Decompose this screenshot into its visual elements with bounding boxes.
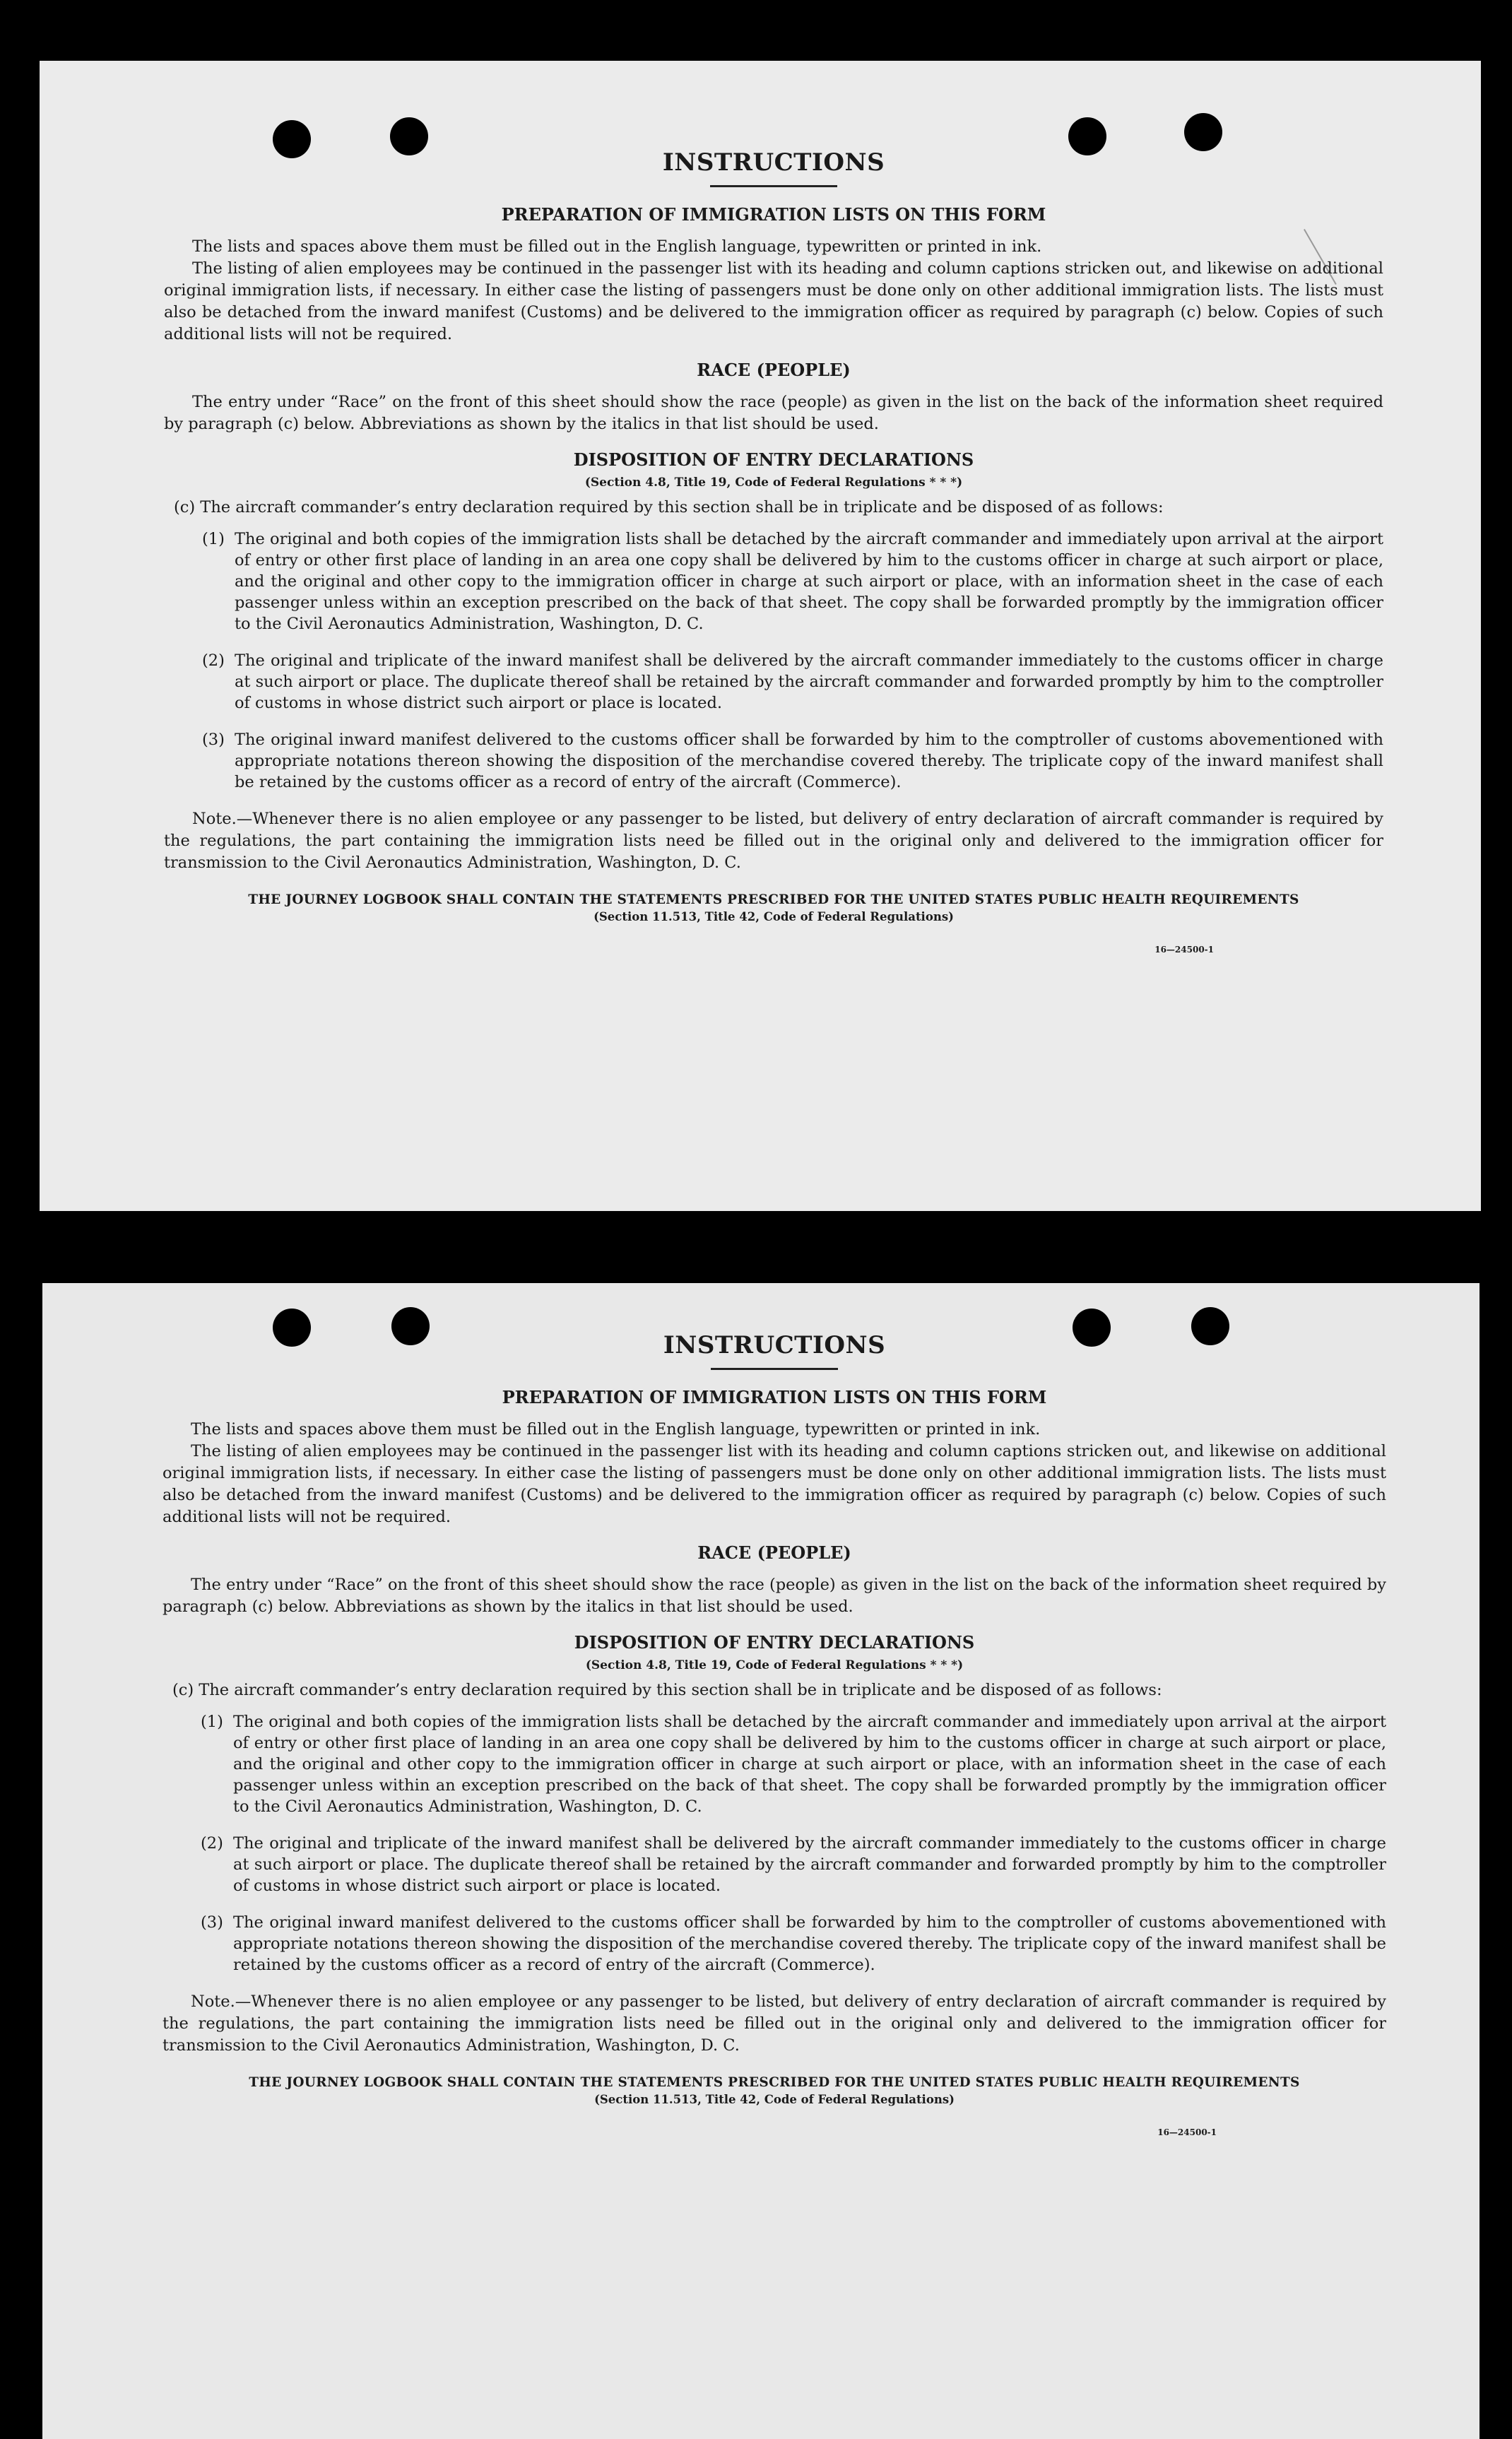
list-item xyxy=(164,729,1383,793)
section-heading-race: RACE (PEOPLE) xyxy=(697,360,851,380)
list-item xyxy=(163,1711,1386,1817)
item-number: (3) xyxy=(201,1913,223,1932)
item-text: The original and triplicate of the inward manifest shall be delivered by the aircraft commander immediately to the customs officer in charge at such airport or place. The duplicate thereof shall be retained by the aircraft commander and forwarded promptly by him to the comptroller of customs in whose district such airport or place is located. xyxy=(233,1834,1386,1895)
item-text: The original and both copies of the immigration lists shall be detached by the aircraft commander and immediately upon arrival at the airport of entry or other first place of landing in an area one copy shall be delivered by him to the customs officer in charge at such airport or place, and the original and other copy to the immigration officer in charge at such airport or place, with an information sheet in the case of each passenger unless within an exception prescribed on the back of that sheet. The copy shall be forwarded promptly by the immigration officer to the Civil Aeronautics Administration, Washington, D. C. xyxy=(235,530,1383,633)
title-underline xyxy=(711,1368,838,1370)
list-item xyxy=(164,528,1383,634)
list-item xyxy=(163,1912,1386,1976)
paragraph-english-language: The lists and spaces above them must be filled out in the English language, typewritten or printed in ink. xyxy=(191,1420,1041,1439)
paragraph-race: The entry under “Race” on the front of this sheet should show the race (people) as given in the list on the back of the information sheet required by paragraph (c) below. Abbreviations as shown by the italics in that list should be used. xyxy=(163,1576,1386,1616)
title-underline xyxy=(710,185,837,187)
footer-statement: THE JOURNEY LOGBOOK SHALL CONTAIN THE STATEMENTS PRESCRIBED FOR THE UNITED STATES PUBLIC HEALTH REQUIREMENTS xyxy=(249,2075,1300,2090)
list-item xyxy=(163,1833,1386,1896)
section-heading-disposition: DISPOSITION OF ENTRY DECLARATIONS xyxy=(573,449,974,470)
paragraph-alien-employees: The listing of alien employees may be continued in the passenger list with its heading and column captions stricken out, and likewise on additional original immigration lists, if necessary. In either case the listing of passengers must be done only on other additional immigration lists. The lists must also be detached from the inward manifest (Customs) and be delivered to the immigration officer as required by paragraph (c) below. Copies of such additional lists will not be required. xyxy=(163,1442,1386,1526)
footer-citation: (Section 11.513, Title 42, Code of Federal Regulations) xyxy=(594,2093,955,2106)
list-item xyxy=(164,650,1383,714)
section-heading-preparation: PREPARATION OF IMMIGRATION LISTS ON THIS FORM xyxy=(501,204,1046,225)
instructions-document xyxy=(163,1331,1386,2137)
footer-citation: (Section 11.513, Title 42, Code of Federal Regulations) xyxy=(593,910,954,923)
item-number: (3) xyxy=(202,731,225,749)
item-text: The original and triplicate of the inward manifest shall be delivered by the aircraft commander immediately to the customs officer in charge at such airport or place. The duplicate thereof shall be retained by the aircraft commander and forwarded promptly by him to the comptroller of customs in whose district such airport or place is located. xyxy=(235,651,1383,712)
note-paragraph: Note.—Whenever there is no alien employee or any passenger to be listed, but delivery of entry declaration of aircraft commander is required by the regulations, the part containing the immigration lists need be filled out in the original only and delivered to the immigration officer for transmission to the Civil Aeronautics Administration, Washington, D. C. xyxy=(163,1992,1386,2055)
section-heading-race: RACE (PEOPLE) xyxy=(697,1542,851,1563)
section-heading-disposition: DISPOSITION OF ENTRY DECLARATIONS xyxy=(574,1632,975,1653)
item-text: The original inward manifest delivered to the customs officer shall be forwarded by him to the comptroller of customs abovementioned with appropriate notations thereon showing the disposition of the merchandise covered thereby. The triplicate copy of the inward manifest shall be retained by the customs officer as a record of entry of the aircraft (Commerce). xyxy=(233,1913,1386,1974)
item-number: (2) xyxy=(202,651,225,670)
page-title: INSTRUCTIONS xyxy=(662,148,885,177)
paragraph-c-lead: (c) The aircraft commander’s entry declaration required by this section shall be in triplicate and be disposed of as follows: xyxy=(172,1681,1162,1699)
note-paragraph: Note.—Whenever there is no alien employee or any passenger to be listed, but delivery of entry declaration of aircraft commander is required by the regulations, the part containing the immigration lists need be filled out in the original only and delivered to the immigration officer for transmission to the Civil Aeronautics Administration, Washington, D. C. xyxy=(164,810,1383,872)
punch-hole xyxy=(1184,113,1222,151)
item-number: (1) xyxy=(201,1713,223,1731)
item-text: The original inward manifest delivered to the customs officer shall be forwarded by him to the comptroller of customs abovementioned with appropriate notations thereon showing the disposition of the merchandise covered thereby. The triplicate copy of the inward manifest shall be retained by the customs officer as a record of entry of the aircraft (Commerce). xyxy=(235,731,1383,791)
document-sheet-bottom xyxy=(42,1283,1479,2439)
section-citation: (Section 4.8, Title 19, Code of Federal Regulations * * *) xyxy=(584,476,963,490)
item-number: (1) xyxy=(202,530,225,548)
section-citation: (Section 4.8, Title 19, Code of Federal Regulations * * *) xyxy=(585,1658,964,1672)
instructions-document xyxy=(164,148,1383,955)
section-heading-preparation: PREPARATION OF IMMIGRATION LISTS ON THIS FORM xyxy=(502,1387,1047,1407)
paragraph-race: The entry under “Race” on the front of this sheet should show the race (people) as given in the list on the back of the information sheet required by paragraph (c) below. Abbreviations as shown by the italics in that list should be used. xyxy=(164,393,1383,433)
paragraph-english-language: The lists and spaces above them must be filled out in the English language, typewritten or printed in ink. xyxy=(192,237,1042,256)
form-number: 16—24500-1 xyxy=(1154,945,1214,955)
document-sheet-top xyxy=(40,61,1481,1211)
form-number: 16—24500-1 xyxy=(1157,2127,1217,2137)
item-text: The original and both copies of the immigration lists shall be detached by the aircraft commander and immediately upon arrival at the airport of entry or other first place of landing in an area one copy shall be delivered by him to the customs officer in charge at such airport or place, and the original and other copy to the immigration officer in charge at such airport or place, with an information sheet in the case of each passenger unless within an exception prescribed on the back of that sheet. The copy shall be forwarded promptly by the immigration officer to the Civil Aeronautics Administration, Washington, D. C. xyxy=(233,1713,1386,1816)
page-title: INSTRUCTIONS xyxy=(663,1331,886,1359)
paragraph-c-lead: (c) The aircraft commander’s entry declaration required by this section shall be in triplicate and be disposed of as follows: xyxy=(174,498,1164,516)
item-number: (2) xyxy=(201,1834,223,1853)
footer-statement: THE JOURNEY LOGBOOK SHALL CONTAIN THE STATEMENTS PRESCRIBED FOR THE UNITED STATES PUBLIC HEALTH REQUIREMENTS xyxy=(248,892,1299,907)
paragraph-alien-employees: The listing of alien employees may be continued in the passenger list with its heading and column captions stricken out, and likewise on additional original immigration lists, if necessary. In either case the listing of passengers must be done only on other additional immigration lists. The lists must also be detached from the inward manifest (Customs) and be delivered to the immigration officer as required by paragraph (c) below. Copies of such additional lists will not be required. xyxy=(164,259,1383,343)
